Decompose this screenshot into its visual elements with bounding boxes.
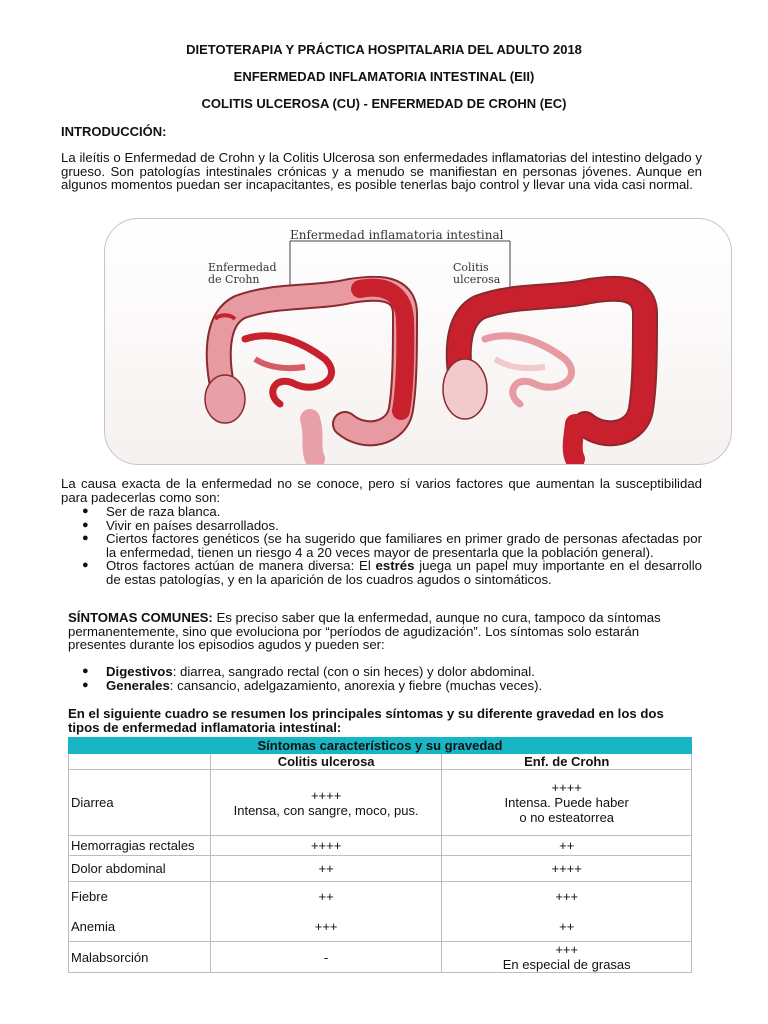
column-header-crohn: Enf. de Crohn	[442, 754, 692, 770]
table-row	[69, 942, 692, 973]
general-label: Generales	[106, 677, 170, 693]
column-header-colitis: Colitis ulcerosa	[210, 754, 442, 770]
cell-crohn: ++++	[442, 856, 692, 882]
list-item-text: juega un papel muy importante en el desarrollo de estas patologías, y en la aparición de los cuadros agudos o sintomáticos.	[106, 558, 702, 587]
severity-value: ++++	[310, 787, 342, 803]
document-subtitle: ENFERMEDAD INFLAMATORIA INTESTINAL (EII)	[233, 69, 535, 84]
severity-note: En especial de grasas	[502, 957, 631, 972]
label-colitis-2: ulcerosa	[453, 273, 501, 286]
severity-value: +++	[555, 889, 579, 904]
list-item-text: Ser de raza blanca.	[106, 504, 221, 519]
symptoms-list	[61, 665, 702, 692]
bullet-icon: ●	[82, 665, 89, 677]
intro-heading: INTRODUCCIÓN:	[61, 124, 167, 139]
row-label: Diarrea	[69, 770, 211, 836]
figure-title: Enfermedad inflamatoria intestinal	[290, 228, 504, 242]
summary-intro: En el siguiente cuadro se resumen los principales síntomas y su diferente gravedad en los dos tipos de enfermedad inflamatoria intestinal:	[68, 706, 664, 735]
cell-colitis: -	[210, 942, 442, 973]
severity-value: +++	[555, 942, 579, 957]
list-item	[61, 505, 702, 519]
row-label-fiebre: Fiebre	[71, 889, 108, 904]
severity-value: ++	[318, 889, 334, 904]
symptoms-table	[68, 737, 692, 973]
bullet-icon: ●	[82, 678, 89, 691]
row-label: Malabsorción	[69, 942, 211, 973]
cell-crohn	[442, 770, 692, 836]
label-colitis-1: Colitis	[453, 261, 489, 274]
table-row	[69, 856, 692, 882]
severity-value: +++	[314, 919, 338, 934]
colitis-intestine-graphic	[443, 289, 645, 459]
cell-colitis	[210, 770, 442, 836]
severity-value: ++	[559, 919, 575, 934]
label-crohn-2: de Crohn	[208, 273, 260, 286]
list-item	[61, 679, 702, 693]
cell-crohn: ++	[442, 836, 692, 856]
table-column-headers	[69, 754, 692, 770]
severity-value: ++++	[551, 780, 582, 795]
row-label-anemia: Anemia	[71, 919, 116, 934]
table-header-empty	[69, 754, 211, 770]
crohn-intestine-graphic	[205, 288, 405, 459]
illustration-svg	[105, 219, 731, 464]
symptoms-text-2: permanentemente, sino que evoluciona por “períodos de agudización”. Los síntomas solo estarán	[68, 623, 640, 639]
severity-note: Intensa. Puede haber	[504, 795, 629, 810]
general-text: : cansancio, adelgazamiento, anorexia y fiebre (muchas veces).	[169, 677, 543, 693]
severity-note: Intensa, con sangre, moco, pus.	[233, 802, 419, 818]
cell-colitis: ++++	[210, 836, 442, 856]
document-title: DIETOTERAPIA Y PRÁCTICA HOSPITALARIA DEL ADULTO 2018	[186, 42, 582, 57]
list-item	[61, 519, 702, 533]
cell-colitis	[210, 882, 442, 942]
table-title: Síntomas característicos y su gravedad	[69, 738, 692, 754]
intro-paragraph: La ileítis o Enfermedad de Crohn y la Colitis Ulcerosa son enfermedades inflamatorias del intestino delgado y grueso. Son patologías intestinales crónicas y a menudo se manifiestan en personas jóvenes. Aunque en algunos momentos puedan ser incapacitantes, es posible tenerlas bajo control y llevar una vida casi normal.	[61, 150, 702, 193]
list-item-text: Vivir en países desarrollados.	[106, 517, 279, 533]
symptoms-text-1: Es preciso saber que la enfermedad, aunque no cura, tampoco da síntomas	[212, 610, 661, 625]
row-label: Dolor abdominal	[69, 856, 211, 882]
causes-list	[61, 505, 702, 587]
stress-emphasis: estrés	[375, 558, 415, 574]
list-item	[61, 532, 702, 559]
list-item	[61, 665, 702, 679]
list-item	[61, 559, 702, 586]
symptoms-text-3: presentes durante los episodios agudos y pueden ser:	[68, 637, 385, 653]
bullet-icon: ●	[82, 532, 89, 545]
intestine-illustration	[104, 218, 732, 465]
table-row	[69, 770, 692, 836]
causes-intro: La causa exacta de la enfermedad no se conoce, pero sí varios factores que aumentan la susceptibilidad para padecerlas como son:	[61, 476, 702, 505]
severity-note: o no esteatorrea	[519, 810, 615, 825]
row-label: Hemorragias rectales	[69, 836, 211, 856]
symptoms-heading: SÍNTOMAS COMUNES:	[68, 610, 213, 625]
list-item-text: Otros factores actúan de manera diversa: El	[106, 558, 376, 574]
table-row	[69, 836, 692, 856]
bullet-icon: ●	[82, 505, 89, 517]
list-item-text: Ciertos factores genéticos (se ha sugerido que familiares en primer grado de personas afectadas por la enfermedad, tienen un riesgo 4 a 20 veces mayor de presentarla que la población general).	[106, 531, 702, 560]
table-header-row	[69, 738, 692, 754]
label-crohn-1: Enfermedad	[208, 261, 277, 274]
table-row	[69, 882, 692, 942]
bullet-icon: ●	[82, 518, 89, 531]
cell-crohn	[442, 942, 692, 973]
symptoms-paragraph	[68, 611, 693, 652]
symptoms-line-1	[68, 611, 693, 625]
row-label	[69, 882, 211, 942]
cell-colitis: ++	[210, 856, 442, 882]
digestive-text: : diarrea, sangrado rectal (con o sin heces) y dolor abdominal.	[172, 664, 535, 679]
cell-crohn	[442, 882, 692, 942]
bullet-icon: ●	[82, 559, 89, 572]
document-subtitle-2: COLITIS ULCEROSA (CU) - ENFERMEDAD DE CROHN (EC)	[201, 96, 567, 111]
digestive-label: Digestivos	[106, 664, 173, 679]
